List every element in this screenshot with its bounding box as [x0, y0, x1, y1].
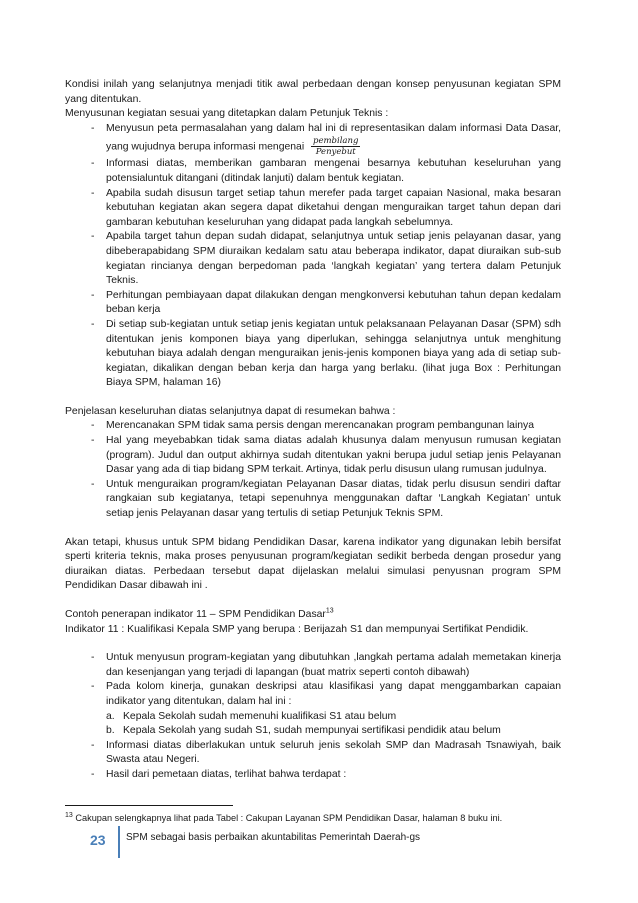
intro-paragraph: Kondisi inilah yang selanjutnya menjadi titik awal perbedaan dengan konsep penyusunan kegiatan SPM yang ditentukan.: [65, 79, 561, 105]
list-item-text: Informasi diatas, memberikan gambaran mengenai besarnya kebutuhan keseluruhan yang potensialuntuk ditangani (ditindak lanjuti) dalam bentuk kegiatan.: [106, 158, 561, 184]
list-item: [65, 419, 561, 434]
list-item-text: Di setiap sub-kegiatan untuk setiap jenis kegiatan untuk pelaksanaan Pelayanan Dasar (SPM) sdh ditentukan jenis komponen biaya yang diperlukan, sehingga selanjutnya untuk menghitung kebutuhan biaya adalah dengan menguraikan jenis-jenis komponen biaya yang ada di setiap sub-kegiatan, dikalikan dengan beban kerja dan harga yang berlaku. (lihat juga Box : Perhitungan Biaya SPM, halaman 16): [106, 318, 561, 389]
indicator-line: Indikator 11 : Kualifikasi Kepala SMP yang berupa : Berijazah S1 dan mempunyai Sertifikat Pendidik.: [65, 623, 529, 635]
list-item-text: Apabila sudah disusun target setiap tahun merefer pada target capaian Nasional, maka besaran kebutuhan kegiatan akan segera dapat diketahui dengan menguraikan target tahun depan dari gambaran kebutuhan keseluruhan yang didapat pada langkah sebelumnya.: [106, 187, 561, 228]
footnote-number: 13: [65, 811, 73, 819]
footnote: [65, 812, 565, 824]
list-item-text: Apabila target tahun depan sudah didapat, selanjutnya untuk setiap jenis pelayanan dasar, yang dibeberapabidang SPM diuraikan kedalam satu atau beberapa indikator, dapat diuraikan sub-sub kegiatan rincianya dengan berpedoman pada ‘langkah kegiatan’ yang tertera dalam Petunjuk Teknis.: [106, 231, 561, 287]
dash-bullet: -: [91, 187, 95, 199]
example-title-text: Contoh penerapan indikator 11 – SPM Pendidikan Dasar: [65, 609, 326, 620]
dash-bullet: -: [91, 478, 95, 490]
sub-item: [65, 710, 561, 725]
list-item: [65, 289, 561, 318]
dash-bullet: -: [91, 122, 95, 134]
list-item-text: Pada kolom kinerja, gunakan deskripsi atau klasifikasi yang dapat menggambarkan capaian indikator yang ditentukan, dalam hal ini :: [106, 681, 561, 707]
list-item: [65, 157, 561, 186]
section-intro: Penjelasan keseluruhan diatas selanjutnya dapat di resumekan bahwa :: [65, 405, 396, 417]
list-item: [65, 434, 561, 478]
fraction-denominator: Penyebut: [315, 147, 356, 158]
dash-bullet: -: [91, 739, 95, 751]
dash-bullet: -: [91, 158, 95, 170]
list-item-text: Perhitungan pembiayaan dapat dilakukan dengan mengkonversi kebutuhan tahun depan kedalam beban kerja: [106, 289, 561, 316]
list-item-text: Hal yang meyebabkan tidak sama diatas adalah khusunya dalam menyusun rumusan kegiatan (program). Judul dan output akhirnya sudah ditentukan yakni berupa judul setiap jenis Pelayanan Dasar yang ada di tiap bidang SPM terkait. Artinya, tidak perlu disusun ulang rumusan judulnya.: [106, 435, 561, 476]
body-paragraph: Akan tetapi, khusus untuk SPM bidang Pendidikan Dasar, karena indikator yang digunakan lebih bersifat sperti kriteria teknis, maka proses penyusunan program/kegiatan sedikit berbeda dengan prosedur yang diuraikan diatas. Perbedaan tersebut dapat dijelaskan melalui simulasi penyusnan program SPM Pendidikan Dasar dibawah ini .: [65, 536, 561, 592]
dash-bullet: -: [91, 420, 95, 432]
fraction: [311, 136, 360, 157]
sub-item-text: Kepala Sekolah sudah memenuhi kualifikasi S1 atau belum: [123, 710, 397, 722]
list-item-text: Merencanakan SPM tidak sama persis dengan merencanakan program pembangunan lainya: [106, 420, 534, 432]
dash-bullet: -: [91, 289, 95, 301]
list-item: [65, 739, 561, 768]
list-item-text: Untuk menguraikan program/kegiatan Pelayanan Dasar diatas, tidak perlu disusun sendiri daftar rangkaian sub kegiatanya, tetapi sepenuhnya menggunakan daftar ‘Langkah Kegiatan’ untuk setiap jenis Pelayanan dasar yang tertulis di setiap Petunjuk Teknis SPM.: [106, 478, 561, 520]
list-item: [65, 680, 561, 709]
running-footer: SPM sebagai basis perbaikan akuntabilitas Pemerintah Daerah-gs: [126, 832, 421, 843]
dash-bullet: -: [91, 768, 95, 780]
list-item: [65, 478, 561, 522]
sub-item-letter: a.: [106, 710, 115, 722]
list-item-text: Hasil dari pemetaan diatas, terlihat bahwa terdapat :: [106, 768, 347, 780]
footnote-text: Cakupan selengkapnya lihat pada Tabel : Cakupan Layanan SPM Pendidikan Dasar, halaman 8 buku ini.: [72, 813, 503, 823]
sub-item: [65, 724, 561, 739]
list-item-text: Menyusun peta permasalahan yang dalam hal ini di representasikan dalam informasi Data Dasar, yang wujudnya berupa informasi mengenai: [106, 122, 561, 153]
document-body: [65, 78, 561, 783]
page-number: 23: [90, 832, 106, 848]
list-item: [65, 187, 561, 231]
list-item-text: Untuk menyusun program-kegiatan yang dibutuhkan ,langkah pertama adalah memetakan kinerja dan kesenjangan yang terjadi di lapangan (buat matrix seperti contoh dibawah): [106, 652, 561, 678]
dash-bullet: -: [91, 231, 95, 243]
list-item: [65, 768, 561, 783]
list-item: [65, 122, 561, 158]
dash-bullet: -: [91, 318, 95, 330]
list-item: [65, 318, 561, 391]
dash-bullet: -: [91, 652, 95, 664]
list-item-text: Informasi diatas diberlakukan untuk seluruh jenis sekolah SMP dan Madrasah Tsnawiyah, baik Swasta atau Negeri.: [106, 739, 561, 766]
list-item: [65, 651, 561, 680]
footnote-divider: [65, 805, 233, 806]
fraction-numerator: pembilang: [313, 136, 359, 147]
intro-subheading: Menyusunan kegiatan sesuai yang ditetapkan dalam Petunjuk Teknis :: [65, 108, 389, 120]
dash-bullet: -: [91, 681, 95, 693]
dash-bullet: -: [91, 435, 95, 447]
sub-item-letter: b.: [106, 725, 115, 737]
footnote-reference: 13: [325, 607, 334, 615]
sub-item-text: Kepala Sekolah yang sudah S1, sudah mempunyai sertifikasi pendidik atau belum: [123, 725, 501, 737]
example-title: [65, 608, 561, 623]
list-item: [65, 230, 561, 288]
footer-divider: [118, 826, 120, 858]
